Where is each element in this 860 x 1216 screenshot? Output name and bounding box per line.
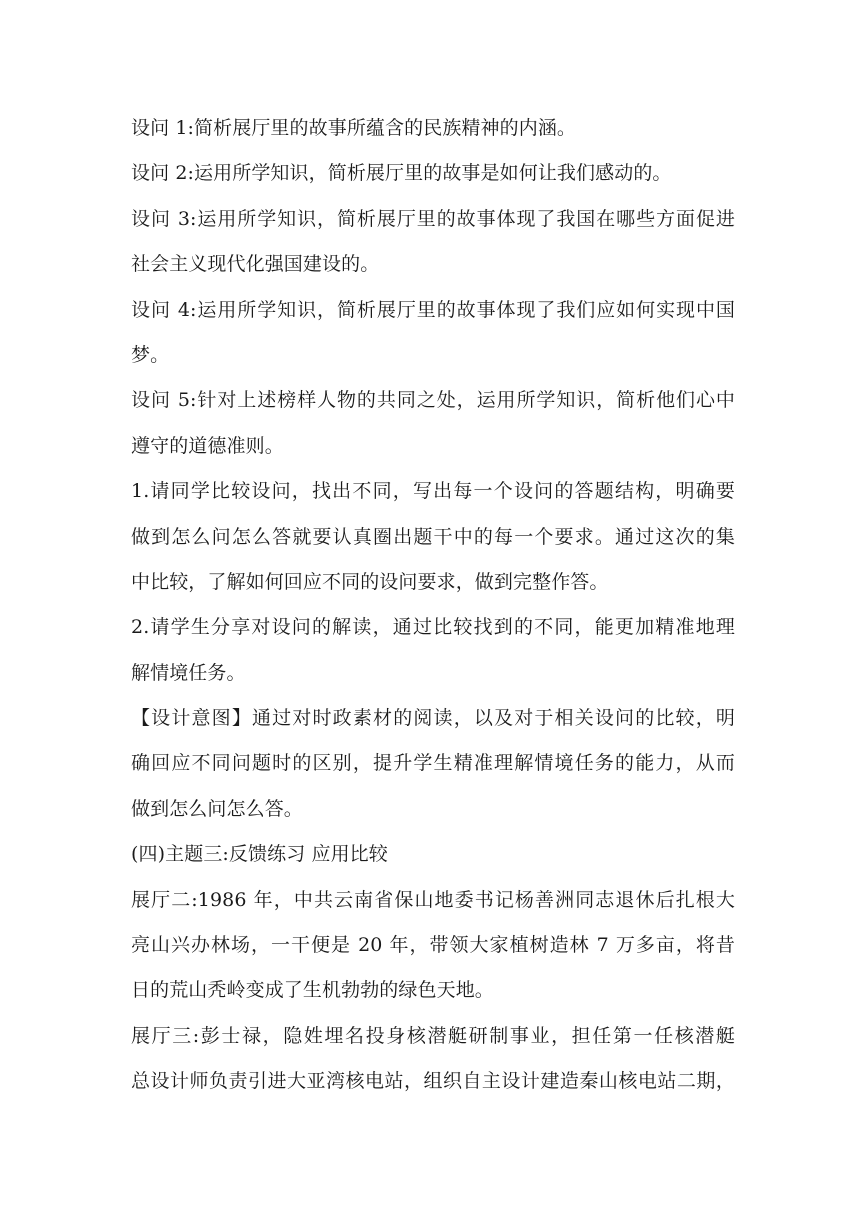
- design-intent-line-1: 【设计意图】通过对时政素材的阅读，以及对于相关设问的比较，明: [131, 707, 735, 730]
- question-4-line-2: 梦。: [131, 343, 170, 366]
- step-2-line-2: 解情境任务。: [131, 661, 246, 684]
- question-3-line-1: 设问 3:运用所学知识，简析展厅里的故事体现了我国在哪些方面促进: [131, 207, 735, 230]
- hall-2-line-1: 展厅二:1986 年，中共云南省保山地委书记杨善洲同志退休后扎根大: [131, 888, 735, 911]
- question-3-line-2: 社会主义现代化强国建设的。: [131, 253, 380, 276]
- question-5-line-1: 设问 5:针对上述榜样人物的共同之处，运用所学知识，简析他们心中: [131, 389, 735, 412]
- step-1-line-2: 做到怎么问怎么答就要认真圈出题干中的每一个要求。通过这次的集: [131, 525, 735, 548]
- question-1: 设问 1:简析展厅里的故事所蕴含的民族精神的内涵。: [131, 117, 577, 139]
- step-1-line-3: 中比较，了解如何回应不同的设问要求，做到完整作答。: [131, 570, 609, 593]
- hall-2-line-2: 亮山兴办林场，一干便是 20 年，带领大家植树造林 7 万多亩，将昔: [131, 934, 735, 957]
- hall-3-line-2: 总设计师负责引进大亚湾核电站，组织自主设计建造秦山核电站二期，: [131, 1070, 735, 1093]
- document-page: [131, 106, 735, 1105]
- section-heading: (四)主题三:反馈练习 应用比较: [131, 843, 388, 866]
- question-4-line-1: 设问 4:运用所学知识，简析展厅里的故事体现了我们应如何实现中国: [131, 298, 735, 321]
- step-2-line-1: 2.请学生分享对设问的解读，通过比较找到的不同，能更加精准地理: [131, 616, 735, 639]
- hall-3-line-1: 展厅三:彭士禄，隐姓埋名投身核潜艇研制事业，担任第一任核潜艇: [131, 1024, 735, 1047]
- design-intent-line-3: 做到怎么问怎么答。: [131, 797, 303, 820]
- hall-2-line-3: 日的荒山秃岭变成了生机勃勃的绿色天地。: [131, 979, 494, 1002]
- design-intent-line-2: 确回应不同问题时的区别，提升学生精准理解情境任务的能力，从而: [131, 752, 735, 775]
- question-2: 设问 2:运用所学知识，简析展厅里的故事是如何让我们感动的。: [131, 162, 672, 185]
- step-1-line-1: 1.请同学比较设问，找出不同，写出每一个设问的答题结构，明确要: [131, 480, 735, 503]
- question-5-line-2: 遵守的道德准则。: [131, 434, 284, 457]
